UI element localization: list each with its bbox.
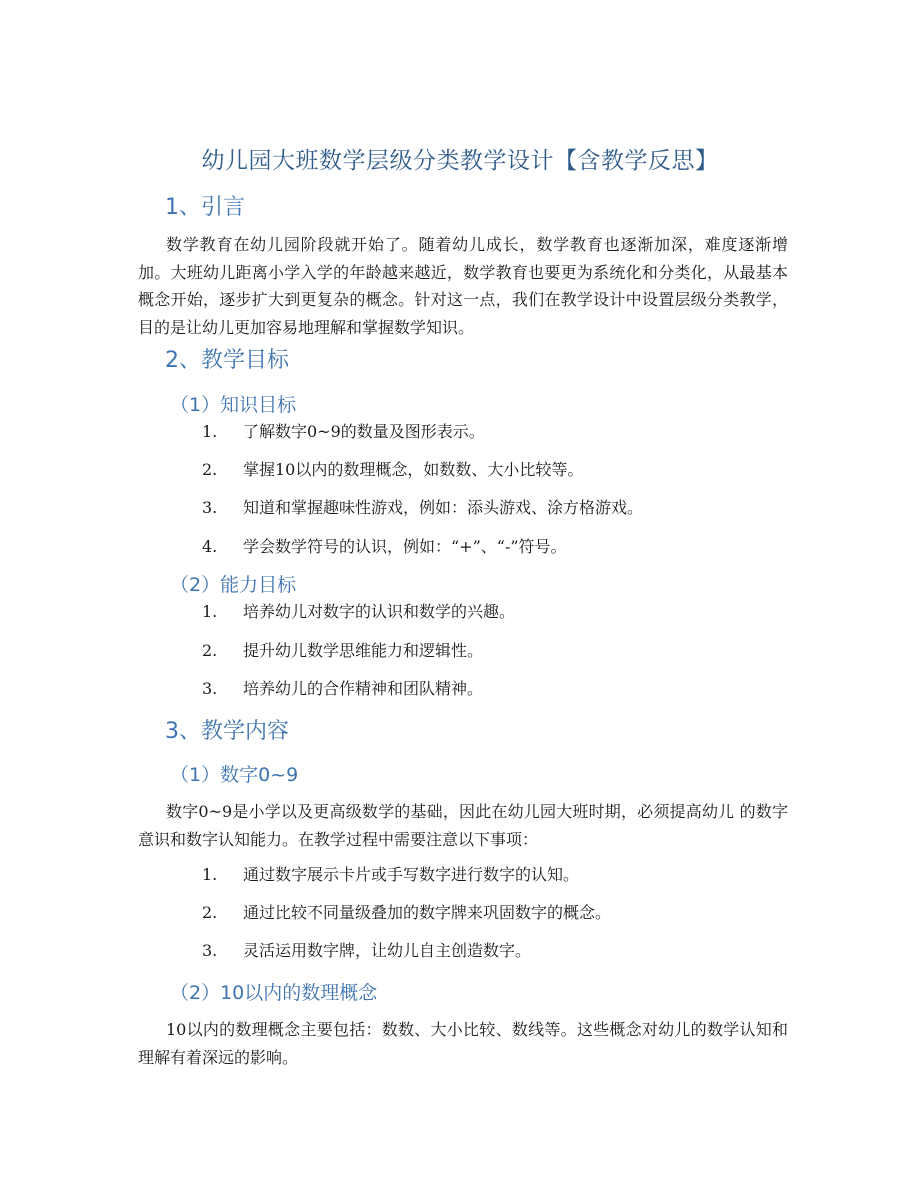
list-item-number: 1. bbox=[202, 602, 218, 621]
list-item-text: 通过数字展示卡片或手写数字进行数字的认知。 bbox=[243, 865, 580, 884]
list-item bbox=[202, 862, 579, 885]
list-item-text: 培养幼儿的合作精神和团队精神。 bbox=[243, 679, 484, 698]
list-item-number: 1. bbox=[202, 865, 218, 884]
list-item-number: 4. bbox=[202, 537, 218, 556]
list-item bbox=[202, 534, 567, 557]
section-heading-intro: 1、引言 bbox=[165, 195, 245, 220]
subheading-knowledge-goals: （1）知识目标 bbox=[170, 394, 297, 416]
list-item bbox=[202, 419, 485, 442]
list-item-number: 2. bbox=[202, 460, 218, 479]
list-item bbox=[202, 900, 611, 923]
list-item-number: 3. bbox=[202, 679, 218, 698]
list-item-number: 2. bbox=[202, 641, 218, 660]
list-item-number: 2. bbox=[202, 903, 218, 922]
intro-paragraph: 数学教育在幼儿园阶段就开始了。随着幼儿成长，数学教育也逐渐加深，难度逐渐增加。大班幼儿距离小学入学的年龄越来越近，数学教育也要更为系统化和分类化，从最基本概念开始，逐步扩大到更复杂的概念。针对这一点，我们在教学设计中设置层级分类教学，目的是让幼儿更加容易地理解和掌握数学知识。 bbox=[138, 235, 788, 337]
digits-paragraph: 数字0~9是小学以及更高级数学的基础，因此在幼儿园大班时期，必须提高幼儿 的数字意识和数字认知能力。在教学过程中需要注意以下事项： bbox=[138, 802, 788, 849]
section-heading-goals: 2、教学目标 bbox=[165, 348, 289, 373]
list-item-text: 提升幼儿数学思维能力和逻辑性。 bbox=[243, 641, 484, 660]
list-item-text: 学会数学符号的认识，例如：“+”、“-”符号。 bbox=[243, 537, 567, 556]
list-item bbox=[202, 599, 515, 622]
list-item bbox=[202, 638, 483, 661]
subheading-number-concepts: （2）10以内的数理概念 bbox=[170, 982, 378, 1004]
list-item bbox=[202, 938, 531, 961]
list-item-text: 知道和掌握趣味性游戏，例如：添头游戏、涂方格游戏。 bbox=[243, 498, 644, 517]
list-item-text: 通过比较不同量级叠加的数字牌来巩固数字的概念。 bbox=[243, 903, 612, 922]
document-title: 幼儿园大班数学层级分类教学设计【含教学反思】 bbox=[201, 148, 719, 174]
list-item-text: 掌握10以内的数理概念，如数数、大小比较等。 bbox=[243, 460, 584, 479]
list-item bbox=[202, 457, 583, 480]
list-item-text: 培养幼儿对数字的认识和数学的兴趣。 bbox=[243, 602, 516, 621]
list-item-text: 灵活运用数字牌，让幼儿自主创造数字。 bbox=[243, 941, 532, 960]
list-item-number: 1. bbox=[202, 422, 218, 441]
list-item bbox=[202, 676, 483, 699]
list-item bbox=[202, 495, 643, 518]
list-item-text: 了解数字0~9的数量及图形表示。 bbox=[243, 422, 485, 441]
subheading-digits: （1）数字0~9 bbox=[170, 764, 299, 786]
list-item-number: 3. bbox=[202, 498, 218, 517]
concepts-paragraph: 10以内的数理概念主要包括：数数、大小比较、数线等。这些概念对幼儿的数学认知和理解有着深远的影响。 bbox=[138, 1020, 788, 1067]
list-item-number: 3. bbox=[202, 941, 218, 960]
section-heading-content: 3、教学内容 bbox=[165, 719, 289, 744]
subheading-ability-goals: （2）能力目标 bbox=[170, 574, 297, 596]
